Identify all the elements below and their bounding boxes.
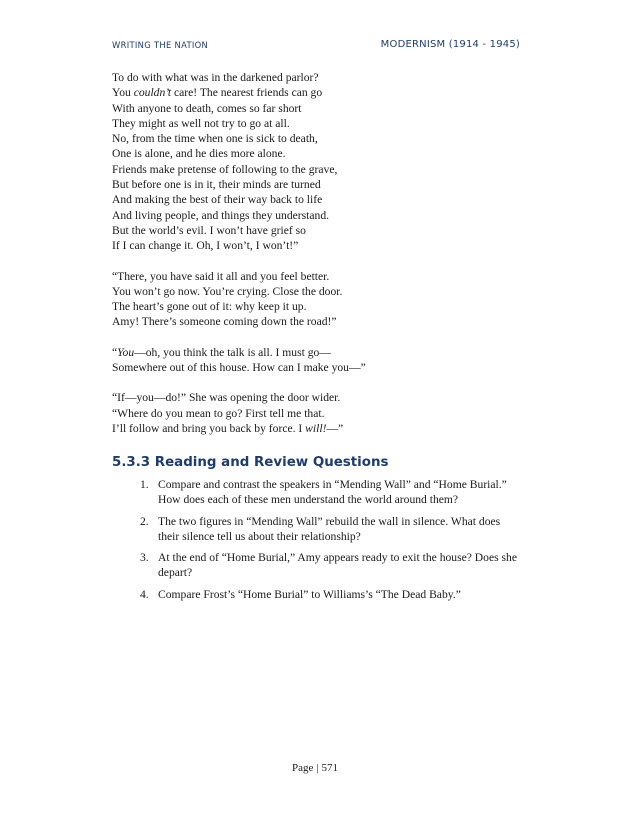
question-item [140,587,535,602]
question-number: 4. [140,587,149,601]
line-text: Friends make pretense of following to the grave, [112,162,338,176]
page-number: 571 [321,762,339,774]
poem-stanza [112,70,512,254]
question-item [140,477,535,508]
poem-stanza [112,390,512,436]
line-text: If I can change it. Oh, I won’t, I won’t!” [112,239,299,253]
line-text: care! The nearest friends can go [171,86,323,100]
question-number: 3. [140,551,149,565]
line-text: The heart’s gone out of it: why keep it up. [112,300,307,314]
line-text: And making the best of their way back to life [112,193,323,207]
poem-line [112,85,512,100]
line-text: With anyone to death, comes so far short [112,101,302,115]
poem-excerpt [112,70,512,451]
line-text: —” [326,421,344,435]
poem-line [112,360,512,375]
poem-line [112,238,512,253]
review-questions-list [140,477,535,608]
poem-line [112,269,512,284]
question-text-line: Compare Frost’s “Home Burial” to Williams’s “The Dead Baby.” [158,587,461,601]
line-text: But before one is in it, their minds are turned [112,178,321,192]
poem-line [112,116,512,131]
poem-line [112,177,512,192]
poem-line [112,101,512,116]
line-text: You [112,86,134,100]
poem-line [112,146,512,161]
header-chapter-title: MODERNISM (1914 - 1945) [380,39,520,50]
section-heading: 5.3.3 Reading and Review Questions [112,455,389,470]
question-text-line: Compare and contrast the speakers in “Mending Wall” and “Home Burial.” [158,478,507,491]
line-text: Somewhere out of this house. How can I make you—” [112,361,366,375]
line-text: —oh, you think the talk is all. I must go— [134,345,331,359]
question-text-line: At the end of “Home Burial,” Amy appears ready to exit the house? Does she [158,551,517,565]
poem-line [112,314,512,329]
question-item [140,514,535,545]
poem-line [112,345,512,360]
line-text: “Where do you mean to go? First tell me that. [112,406,325,420]
question-text-line: How does each of these men understand the world around them? [158,493,459,507]
poem-line [112,70,512,85]
poem-line [112,406,512,421]
header-book-title: WRITING THE NATION [112,40,209,50]
poem-stanza [112,269,512,330]
question-number: 2. [140,514,149,528]
poem-line [112,421,512,436]
poem-line [112,390,512,405]
line-text: I’ll follow and bring you back by force. I [112,421,306,435]
page-separator: | [316,762,319,774]
line-text: But the world’s evil. I won’t have grief so [112,223,306,237]
line-text: No, from the time when one is sick to death, [112,132,318,146]
poem-line [112,299,512,314]
line-text: You won’t go now. You’re crying. Close the door. [112,284,343,298]
poem-line [112,223,512,238]
poem-line [112,162,512,177]
question-text-line: The two figures in “Mending Wall” rebuild the wall in silence. What does [158,514,501,528]
question-text-line: depart? [158,566,193,580]
line-text: “If—you—do!” She was opening the door wider. [112,391,341,405]
page-label: Page [291,762,314,774]
poem-stanza [112,345,512,376]
line-text: “There, you have said it all and you feel better. [112,269,330,283]
line-text: To do with what was in the darkened parlor? [112,71,319,84]
line-text: One is alone, and he dies more alone. [112,147,286,161]
poem-line [112,208,512,223]
poem-line [112,131,512,146]
question-number: 1. [140,478,149,491]
emphasized-text: will! [305,421,327,435]
poem-line [112,192,512,207]
emphasized-text: couldn’t [133,86,172,100]
line-text: “ [112,345,118,359]
question-text-line: their silence tell us about their relationship? [158,529,361,543]
question-item [140,550,535,581]
poem-line [112,284,512,299]
page-footer [0,762,630,774]
emphasized-text: You [117,345,135,359]
line-text: And living people, and things they understand. [112,208,330,222]
line-text: Amy! There’s someone coming down the road!” [112,315,337,329]
line-text: They might as well not try to go at all. [112,116,290,130]
